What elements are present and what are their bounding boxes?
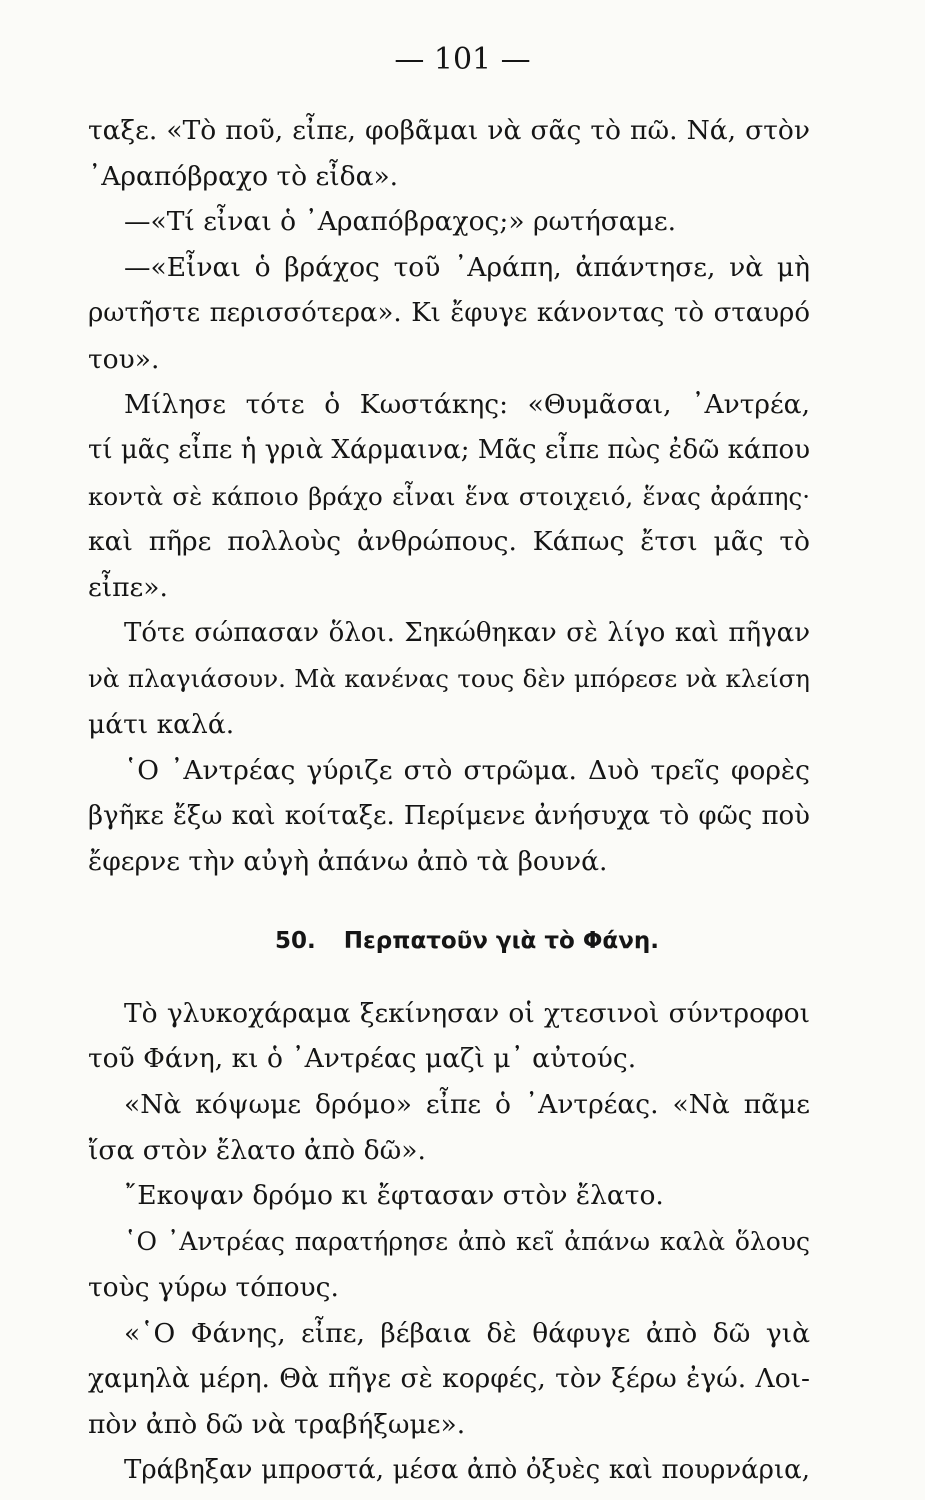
text-line: ἴσα στὸν ἔλατο ἀπὸ δῶ». <box>88 1134 426 1166</box>
page-number: — 101 — <box>394 42 531 77</box>
body-text <box>88 108 810 1493</box>
text-line: πὸν ἀπὸ δῶ νὰ τραβήξωμε». <box>88 1408 466 1440</box>
text-line: ῾Ο ᾿Αντρέας παρατήρησε ἀπὸ κεῖ ἀπάνω καλὰ ὅλους <box>124 1227 810 1257</box>
text-line: τοὺς γύρω τόπους. <box>88 1271 339 1303</box>
text-line: κοντὰ σὲ κάποιο βράχο εἶναι ἕνα στοιχειό, ἕνας ἀράπης· <box>88 481 810 511</box>
text-line: καὶ πῆρε πολλοὺς ἀνθρώπους. Κάπως ἔτσι μᾶς τὸ <box>88 526 810 558</box>
text-line: ῾Ο ᾿Αντρέας γύριζε στὸ στρῶμα. Δυὸ τρεῖς φορὲς <box>124 754 810 786</box>
text-line: εἶπε». <box>88 572 168 604</box>
text-line: Τὸ γλυκοχάραμα ξεκίνησαν οἱ χτεσινοὶ σύντροφοι <box>124 997 810 1029</box>
section-title: Περπατοῦν γιὰ τὸ Φάνη. <box>343 927 659 954</box>
text-line: νὰ πλαγιάσουν. Μὰ κανένας τους δὲν μπόρεσε νὰ κλείση <box>88 664 810 694</box>
text-line: Μίλησε τότε ὁ Κωστάκης: «Θυμᾶσαι, ᾿Αντρέα, <box>124 389 810 421</box>
text-line: χαμηλὰ μέρη. Θὰ πῆγε σὲ κορφές, τὸν ξέρω ἐγώ. Λοι- <box>88 1363 810 1395</box>
section-number: 50. <box>274 927 316 954</box>
text-line: βγῆκε ἔξω καὶ κοίταξε. Περίμενε ἀνήσυχα τὸ φῶς ποὺ <box>88 800 810 831</box>
text-line: —«Εἶναι ὁ βράχος τοῦ ᾿Αράπη, ἀπάντησε, νὰ μὴ <box>124 252 810 284</box>
text-line: ἔφερνε τὴν αὐγὴ ἀπάνω ἀπὸ τὰ βουνά. <box>88 846 608 878</box>
text-line: του». <box>88 343 160 375</box>
text-line: ρωτῆστε περισσότερα». Κι ἔφυγε κάνοντας τὸ σταυρό <box>88 297 810 328</box>
text-line: τί μᾶς εἶπε ἡ γριὰ Χάρμαινα; Μᾶς εἶπε πὼς ἐδῶ κάπου <box>88 434 810 465</box>
text-line: ᾿Αραπόβραχο τὸ εἶδα». <box>88 160 399 192</box>
text-line: μάτι καλά. <box>88 709 235 741</box>
text-line: «Νὰ κόψωμε δρόμο» εἶπε ὁ ᾿Αντρέας. «Νὰ πᾶμε <box>124 1089 810 1121</box>
section-heading <box>88 919 810 965</box>
text-line: ῎Εκοψαν δρόμο κι ἔφτασαν στὸν ἔλατο. <box>124 1180 664 1212</box>
text-line: ταξε. «Τὸ ποῦ, εἶπε, φοβᾶμαι νὰ σᾶς τὸ πῶ. Νά, στὸν <box>88 115 810 146</box>
paragraph-block-2 <box>88 991 810 1494</box>
text-line: Τράβηξαν μπροστά, μέσα ἀπὸ ὀξυὲς καὶ πουρνάρια, <box>124 1454 810 1485</box>
text-line: —«Τί εἶναι ὁ ᾿Αραπόβραχος;» ρωτήσαμε. <box>124 206 677 238</box>
text-line: «῾Ο Φάνης, εἶπε, βέβαια δὲ θάφυγε ἀπὸ δῶ γιὰ <box>124 1317 810 1349</box>
text-line: τοῦ Φάνη, κι ὁ ᾿Αντρέας μαζὶ μ᾿ αὐτούς. <box>88 1043 637 1075</box>
paragraph-block-1 <box>88 108 810 885</box>
text-line: Τότε σώπασαν ὅλοι. Σηκώθηκαν σὲ λίγο καὶ πῆγαν <box>124 617 810 648</box>
